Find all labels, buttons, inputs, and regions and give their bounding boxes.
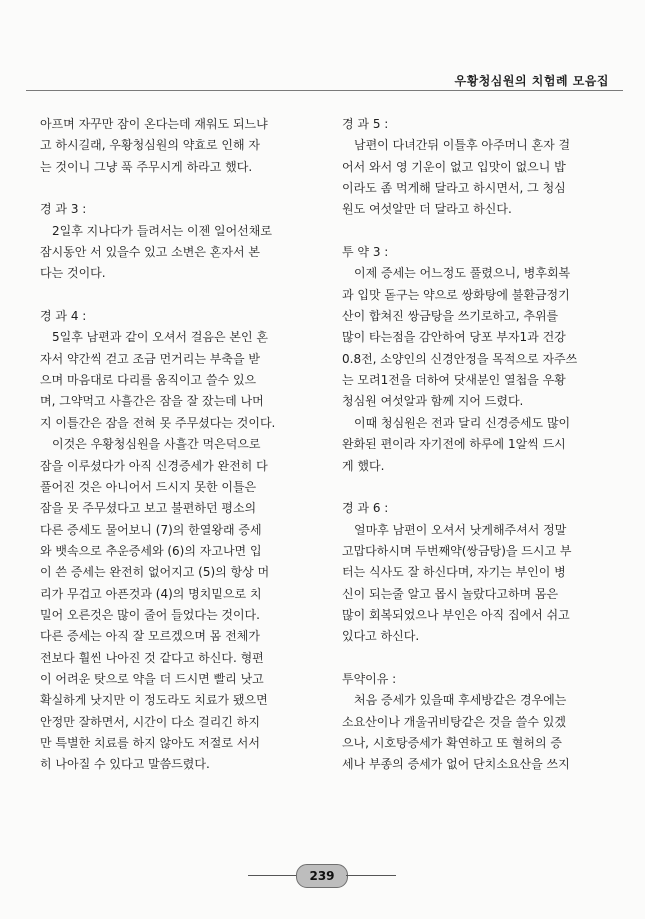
paragraph-line: 세나 부종의 증세가 없어 단치소요산을 쓰지 (342, 757, 570, 772)
paragraph-line: 아프며 자꾸만 잠이 온다는데 재워도 되느냐 (40, 117, 268, 131)
paragraph-line: 전보다 훨씬 나아진 것 같다고 하신다. 형편 (40, 650, 264, 665)
running-header (0, 60, 645, 94)
paragraph-line: 자서 약간씩 걷고 조금 먼거리는 부축을 받 (40, 351, 260, 366)
running-header-title: 우황청심원의 치험례 모음집 (454, 74, 609, 88)
section-progress-4 (40, 306, 302, 776)
paragraph-line: 어서 와서 영 기운이 없고 입맛이 없으니 밥 (342, 159, 566, 174)
paragraph-line: 풀어진 것은 아니어서 드시지 못한 이틀은 (40, 479, 257, 494)
paragraph-line: 처음 증세가 있을때 후세방같은 경우에는 (354, 693, 567, 708)
paragraph-line: 고맙다하시며 두번째약(쌍금탕)을 드시고 부 (342, 543, 572, 558)
paragraph-line: 과 입맛 돋구는 약으로 쌍화탕에 불환금정기 (342, 287, 570, 302)
paragraph-line: 으나, 시호탕증세가 확연하고 또 혈허의 증 (342, 735, 562, 750)
paragraph-line: 와 뱃속으로 추운증세와 (6)의 자고나면 입 (40, 543, 262, 558)
paragraph-line: 고 하시길래, 우황청심원의 약효로 인해 자 (40, 138, 260, 153)
footer-rule-left (248, 875, 296, 876)
footer-rule-right (346, 875, 396, 876)
paragraph-line: 게 했다. (342, 458, 385, 473)
section-heading: 경 과 5 : (342, 117, 389, 131)
paragraph-line: 많이 타는점을 감안하여 당포 부자1과 건강 (342, 330, 566, 345)
section-heading: 경 과 6 : (342, 501, 389, 516)
paragraph-line: 잠시동안 서 있을수 있고 소변은 혼자서 본 (40, 245, 260, 260)
header-rule (26, 90, 623, 91)
paragraph-line: 밀어 오른것은 많이 줄어 들었다는 것이다. (40, 607, 260, 622)
paragraph-line: 0.8전, 소양인의 신경안정을 목적으로 자주쓰 (342, 351, 578, 366)
paragraph-line: 지 이틀간은 잠을 전혀 못 주무셨다는 것이다. (40, 415, 276, 430)
paragraph-line: 이 어려운 탓으로 약을 더 드시면 빨리 낫고 (40, 671, 264, 686)
paragraph-line: 만 특별한 치료를 하지 않아도 저절로 서서 (40, 735, 260, 750)
paragraph-line: 5일후 남편과 같이 오셔서 걸음은 본인 혼 (52, 330, 268, 345)
paragraph-line: 이 쓴 증세는 완전히 없어지고 (5)의 항상 머 (40, 565, 270, 580)
paragraph-line: 잠을 이루셨다가 아직 신경증세가 완전히 다 (40, 458, 268, 473)
paragraph-line: 으며 마음대로 다리를 움직이고 쓸수 있으 (40, 373, 257, 388)
paragraph-line: 이라도 좀 먹게해 달라고 하시면서, 그 청심 (342, 181, 566, 196)
paragraph-line: 는 것이니 그냥 푹 주무시게 하라고 했다. (40, 159, 253, 174)
paragraph-line: 확실하게 낫지만 이 정도라도 치료가 됐으면 (40, 693, 268, 708)
section-progress-3 (40, 199, 302, 284)
paragraph-line: 완화된 편이라 자기전에 하루에 1알씩 드시 (342, 437, 566, 452)
section-progress-5 (342, 114, 604, 221)
section-heading: 투약이유 : (342, 671, 397, 686)
paragraph-line: 원도 여섯알만 더 달라고 하신다. (342, 202, 512, 217)
section-heading: 경 과 4 : (40, 309, 87, 324)
paragraph-line: 이제 증세는 어느정도 풀렸으니, 병후회복 (354, 266, 571, 281)
paragraph-line: 터는 식사도 잘 하신다며, 자기는 부인이 병 (342, 565, 566, 580)
paragraph-line: 안정만 잘하면서, 시간이 다소 걸리긴 하지 (40, 714, 260, 729)
left-column (40, 114, 302, 776)
paragraph-line: 신이 되는줄 알고 몹시 놀랐다고하며 몸은 (342, 586, 559, 601)
paragraph-line: 이때 청심원은 전과 달리 신경증세도 많이 (354, 415, 571, 430)
paragraph-line: 남편이 다녀간뒤 이틀후 아주머니 혼자 걸 (354, 138, 571, 153)
section-heading: 투 약 3 : (342, 245, 389, 260)
section-dosage-3 (342, 242, 604, 477)
paragraph-line: 2일후 지나다가 들려서는 이젠 일어선채로 (52, 223, 272, 238)
paragraph-line: 많이 회복되었으나 부인은 아직 집에서 쉬고 (342, 607, 570, 622)
paragraph-line: 있다고 하신다. (342, 629, 420, 644)
paragraph-line: 소요산이나 개울귀비탕같은 것을 쓸수 있겠 (342, 714, 566, 729)
paragraph-line: 다른 증세도 물어보니 (7)의 한열왕래 증세 (40, 522, 262, 537)
section-heading: 경 과 3 : (40, 202, 87, 217)
section-dosage-reason (342, 669, 604, 776)
paragraph-line: 청심원 여섯알과 함께 지어 드렸다. (342, 394, 524, 409)
page-footer (0, 862, 645, 892)
paragraph-line: 는 모려1전을 더하여 닷새분인 열첩을 우황 (342, 373, 566, 388)
paragraph-line: 며, 그약먹고 사흘간은 잠을 잘 잤는데 나머 (40, 394, 264, 409)
paragraph-line: 히 나아질 수 있다고 말씀드렸다. (40, 757, 210, 772)
paragraph-line: 얼마후 남편이 오셔서 낫게해주셔서 정말 (354, 522, 567, 537)
right-column (342, 114, 604, 776)
paragraph-line: 산이 합쳐진 쌍금탕을 쓰기로하고, 추위를 (342, 309, 559, 324)
paragraph-line: 다는 것이다. (40, 266, 106, 281)
paragraph-line: 잠을 못 주무셨다고 보고 불편하던 평소의 (40, 501, 257, 516)
paragraph-line: 리가 무겁고 아픈것과 (4)의 명치밑으로 치 (40, 586, 262, 601)
paragraph-line: 다른 증세는 아직 잘 모르겠으며 몸 전체가 (40, 629, 260, 644)
section-progress-6 (342, 498, 604, 647)
page-number: 239 (296, 864, 348, 888)
paragraph-line: 이것은 우황청심원을 사흘간 먹은덕으로 (52, 437, 261, 452)
